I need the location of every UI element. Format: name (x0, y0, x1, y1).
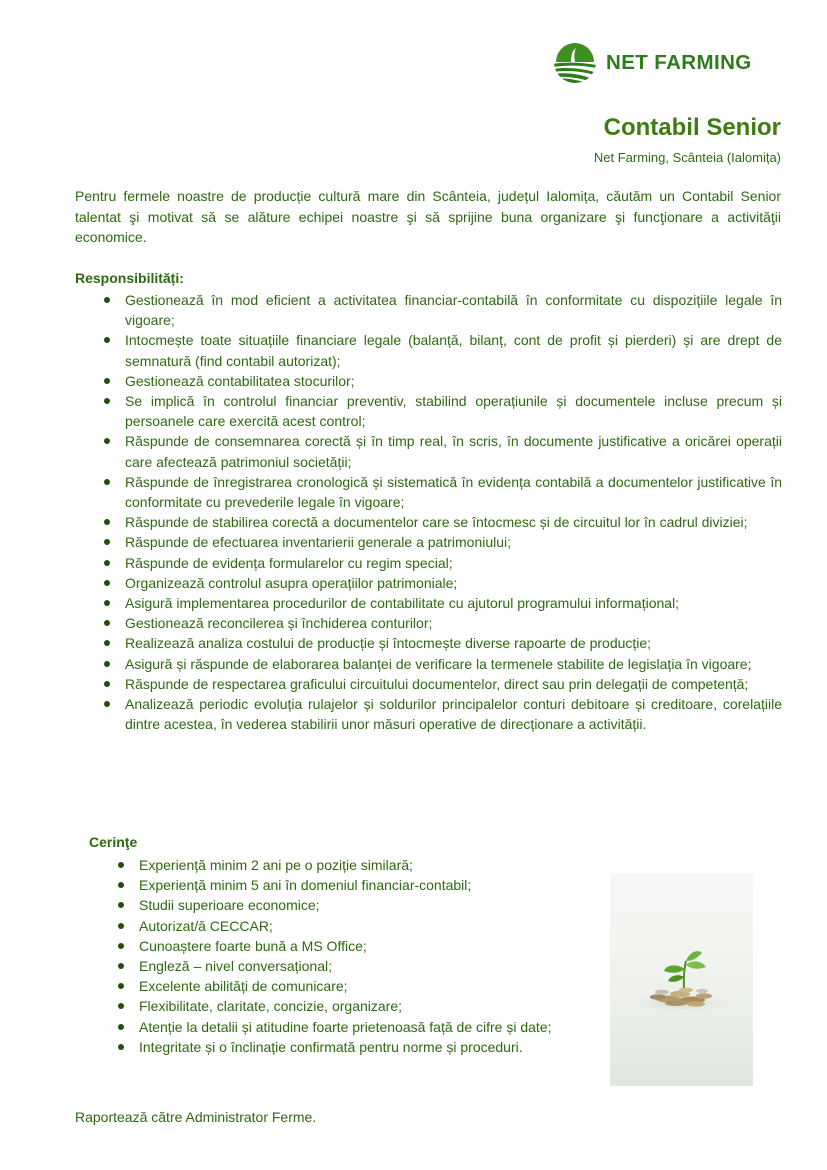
reports-to: Raportează către Administrator Ferme. (75, 1109, 317, 1125)
responsibilities-heading: Responsibilități: (75, 270, 184, 286)
list-item: Flexibilitate, claritate, concizie, organizare; (139, 996, 571, 1016)
list-item: Gestionează reconcilerea și închiderea conturilor; (125, 613, 782, 633)
list-item: Experiență minim 5 ani în domeniul financiar-contabil; (139, 875, 571, 895)
plant-growing-from-coins-photo (610, 873, 753, 1086)
list-item: Realizează analiza costului de producție și întocmește diverse rapoarte de producție; (125, 633, 782, 653)
list-item: Se implică în controlul financiar preventiv, stabilind operațiunile și documentele incluse precum și persoanele care exercită acest control; (125, 391, 782, 431)
list-item: Asigură implementarea procedurilor de contabilitate cu ajutorul programului informațional; (125, 593, 782, 613)
list-item: Răspunde de consemnarea corectă și în timp real, în scris, în documente justificative a oricărei operații care afectează patrimoniul societății; (125, 431, 782, 471)
list-item: Răspunde de respectarea graficului circuitului documentelor, direct sau prin delegații de competență; (125, 674, 782, 694)
list-item: Răspunde de efectuarea inventarierii generale a patrimoniului; (125, 532, 782, 552)
list-item: Experiență minim 2 ani pe o poziție similară; (139, 855, 571, 875)
list-item: Răspunde de înregistrarea cronologică și sistematică în evidența contabilă a documentelor justificative în conformitate cu prevederile legale în vigoare; (125, 472, 782, 512)
list-item: Autorizat/ă CECCAR; (139, 916, 571, 936)
list-item: Analizează periodic evoluția rulajelor și soldurilor principalelor conturi debitoare și creditoare, corelațiile dintre acestea, în vederea stabilirii unor măsuri operative de direcționare a activității. (125, 694, 782, 734)
net-farming-logo (553, 40, 773, 86)
list-item: Răspunde de stabilirea corectă a documentelor care se întocmesc și de circuitul lor în cadrul diviziei; (125, 512, 782, 532)
list-item: Organizează controlul asupra operațiilor patrimoniale; (125, 573, 782, 593)
list-item: Gestionează contabilitatea stocurilor; (125, 371, 782, 391)
list-item: Integritate și o înclinație confirmată pentru norme și proceduri. (139, 1037, 571, 1057)
job-location: Net Farming, Scânteia (Ialomița) (593, 150, 781, 165)
brand-name: NET FARMING (606, 51, 752, 74)
requirements-list (139, 855, 571, 1057)
list-item: Intocmește toate situațiile financiare legale (balanță, bilanț, cont de profit și pierderi) și are drept de semnatură (find contabil autorizat); (125, 330, 782, 370)
sun-over-field-icon (553, 40, 597, 84)
list-item: Engleză – nivel conversațional; (139, 956, 571, 976)
list-item: Gestionează în mod eficient a activitatea financiar-contabilă în conformitate cu dispozițiile legale în vigoare; (125, 290, 782, 330)
list-item: Cunoaștere foarte bună a MS Office; (139, 936, 571, 956)
list-item: Studii superioare economice; (139, 895, 571, 915)
list-item: Atenție la detalii și atitudine foarte prietenoasă față de cifre și date; (139, 1017, 571, 1037)
list-item: Asigură și răspunde de elaborarea balanței de verificare la termenele stabilite de legislația în vigoare; (125, 654, 782, 674)
list-item: Răspunde de evidența formularelor cu regim special; (125, 553, 782, 573)
list-item: Excelente abilități de comunicare; (139, 976, 571, 996)
requirements-heading: Cerinţe (89, 834, 138, 850)
intro-paragraph: Pentru fermele noastre de producție cultură mare din Scânteia, județul Ialomița, căutăm un Contabil Senior talentat şi motivat să se alăture echipei noastre şi să sprijine buna organizare şi funcţionare a activităţii economice. (75, 188, 781, 245)
responsibilities-list (125, 290, 782, 734)
job-title: Contabil Senior (603, 114, 781, 141)
